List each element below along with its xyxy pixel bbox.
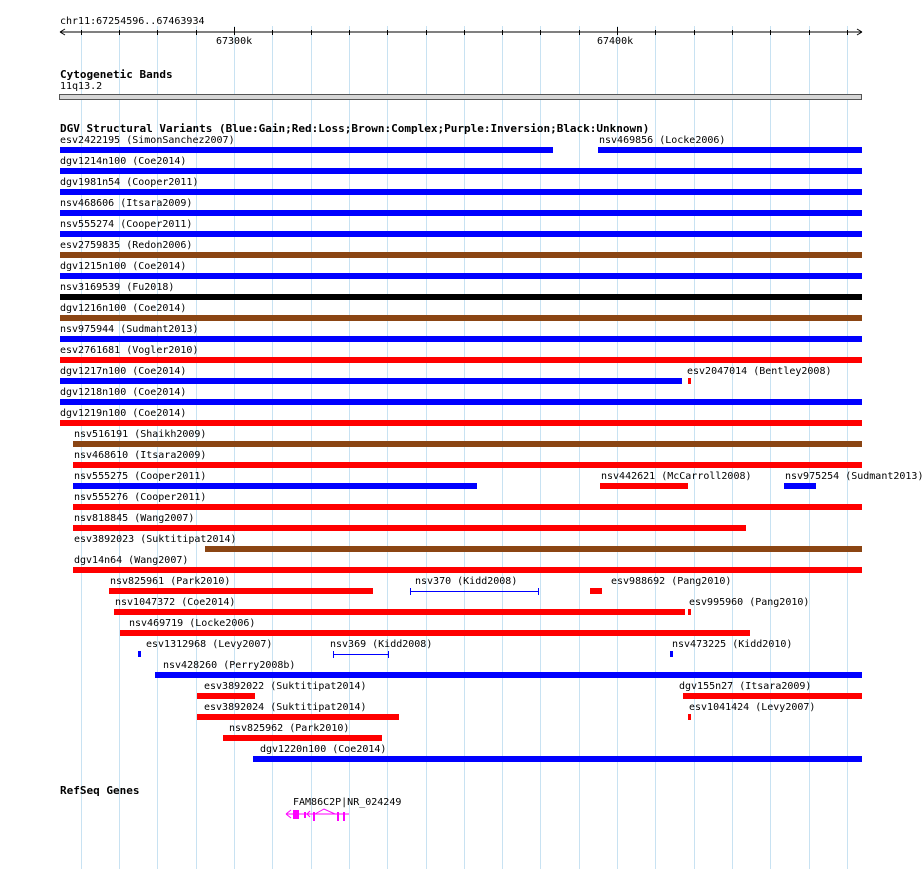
dgv-feature-bar[interactable] (60, 399, 862, 405)
dgv-feature-label: nsv3169539 (Fu2018) (60, 282, 175, 293)
dgv-feature-bar[interactable] (155, 672, 862, 678)
gene-intron-hat (315, 809, 335, 814)
dgv-feature-label: nsv975254 (Sudmant2013) (785, 471, 923, 482)
dgv-feature-label: nsv473225 (Kidd2010) (672, 639, 793, 650)
dgv-feature-bar[interactable] (60, 231, 862, 237)
dgv-feature-label: esv2759835 (Redon2006) (60, 240, 193, 251)
dgv-feature-bar[interactable] (60, 168, 862, 174)
dgv-feature-bar[interactable] (688, 378, 691, 384)
dgv-feature-label: nsv469856 (Locke2006) (599, 135, 726, 146)
dgv-feature-label: dgv155n27 (Itsara2009) (679, 681, 812, 692)
dgv-track-title: DGV Structural Variants (Blue:Gain;Red:Loss;Brown:Complex;Purple:Inversion;Black:Unknown) (60, 122, 650, 135)
dgv-feature-interval-end (410, 588, 411, 595)
dgv-feature-label: esv2422195 (SimonSanchez2007) (60, 135, 235, 146)
cytoband-label: 11q13.2 (60, 81, 103, 92)
dgv-feature-bar[interactable] (60, 378, 682, 384)
dgv-feature-label: esv988692 (Pang2010) (611, 576, 732, 587)
dgv-feature-bar[interactable] (205, 546, 862, 552)
dgv-feature-bar[interactable] (138, 651, 141, 657)
gene-exon (304, 812, 306, 818)
dgv-feature-label: nsv428260 (Perry2008b) (163, 660, 296, 671)
ruler-tick-label-67400k: 67400k (597, 36, 634, 47)
dgv-feature-label: dgv1214n100 (Coe2014) (60, 156, 187, 167)
dgv-feature-label: esv3892022 (Suktitipat2014) (204, 681, 367, 692)
gene-exon (337, 812, 339, 821)
dgv-feature-label: nsv469719 (Locke2006) (129, 618, 256, 629)
dgv-feature-label: dgv1220n100 (Coe2014) (260, 744, 387, 755)
dgv-feature-bar[interactable] (197, 714, 399, 720)
dgv-feature-label: nsv370 (Kidd2008) (415, 576, 518, 587)
dgv-feature-label: dgv1215n100 (Coe2014) (60, 261, 187, 272)
dgv-feature-bar[interactable] (60, 189, 862, 195)
dgv-feature-bar[interactable] (114, 609, 685, 615)
dgv-feature-bar[interactable] (73, 462, 862, 468)
location-label: chr11:67254596..67463934 (60, 16, 205, 27)
dgv-feature-bar[interactable] (590, 588, 602, 594)
dgv-feature-bar[interactable] (60, 210, 862, 216)
dgv-feature-label: nsv468606 (Itsara2009) (60, 198, 193, 209)
dgv-feature-label: nsv825962 (Park2010) (229, 723, 350, 734)
dgv-feature-label: nsv1047372 (Coe2014) (115, 597, 236, 608)
dgv-feature-bar[interactable] (73, 441, 862, 447)
refseq-gene-label: FAM86C2P|NR_024249 (293, 797, 402, 808)
dgv-feature-label: nsv468610 (Itsara2009) (74, 450, 207, 461)
cytoband-bar[interactable] (59, 94, 862, 100)
dgv-feature-label: dgv1981n54 (Cooper2011) (60, 177, 199, 188)
cytogenetic-bands-title: Cytogenetic Bands (60, 68, 173, 81)
gene-exon (313, 812, 315, 821)
gene-exon (343, 812, 345, 821)
dgv-feature-label: dgv1216n100 (Coe2014) (60, 303, 187, 314)
dgv-feature-bar[interactable] (688, 714, 691, 720)
refseq-genes-title: RefSeq Genes (60, 784, 140, 797)
dgv-feature-bar[interactable] (60, 294, 862, 300)
dgv-feature-label: esv1312968 (Levy2007) (146, 639, 273, 650)
dgv-feature-label: nsv975944 (Sudmant2013) (60, 324, 199, 335)
dgv-feature-interval-end (538, 588, 539, 595)
dgv-feature-bar[interactable] (600, 483, 688, 489)
dgv-feature-bar[interactable] (73, 525, 746, 531)
refseq-gene-model[interactable] (283, 806, 353, 826)
dgv-feature-bar[interactable] (60, 357, 862, 363)
dgv-feature-bar[interactable] (60, 315, 862, 321)
dgv-feature-label: dgv1219n100 (Coe2014) (60, 408, 187, 419)
dgv-feature-bar[interactable] (73, 483, 477, 489)
gene-exon (293, 810, 299, 819)
dgv-feature-interval[interactable] (333, 654, 389, 655)
dgv-feature-label: esv2761681 (Vogler2010) (60, 345, 199, 356)
dgv-feature-label: nsv442621 (McCarroll2008) (601, 471, 752, 482)
dgv-feature-label: esv3892024 (Suktitipat2014) (204, 702, 367, 713)
dgv-feature-bar[interactable] (120, 630, 750, 636)
dgv-feature-label: nsv369 (Kidd2008) (330, 639, 433, 650)
dgv-feature-interval-end (388, 651, 389, 658)
ruler-tick-label-67300k: 67300k (216, 36, 253, 47)
dgv-feature-label: dgv1217n100 (Coe2014) (60, 366, 187, 377)
dgv-feature-label: nsv825961 (Park2010) (110, 576, 231, 587)
dgv-feature-bar[interactable] (73, 504, 862, 510)
dgv-feature-bar[interactable] (60, 336, 862, 342)
dgv-feature-bar[interactable] (60, 252, 862, 258)
dgv-feature-bar[interactable] (253, 756, 862, 762)
dgv-feature-interval[interactable] (410, 591, 539, 592)
dgv-feature-label: esv1041424 (Levy2007) (689, 702, 816, 713)
dgv-feature-bar[interactable] (784, 483, 816, 489)
dgv-feature-interval-end (333, 651, 334, 658)
dgv-feature-label: nsv818845 (Wang2007) (74, 513, 195, 524)
dgv-feature-bar[interactable] (109, 588, 373, 594)
dgv-feature-bar[interactable] (223, 735, 382, 741)
dgv-feature-bar[interactable] (683, 693, 862, 699)
dgv-feature-bar[interactable] (598, 147, 862, 153)
dgv-feature-label: nsv516191 (Shaikh2009) (74, 429, 207, 440)
dgv-feature-bar[interactable] (60, 147, 553, 153)
dgv-feature-bar[interactable] (197, 693, 255, 699)
dgv-feature-bar[interactable] (60, 273, 862, 279)
dgv-feature-label: esv995960 (Pang2010) (689, 597, 810, 608)
dgv-feature-bar[interactable] (60, 420, 862, 426)
dgv-feature-label: nsv555274 (Cooper2011) (60, 219, 193, 230)
dgv-feature-bar[interactable] (73, 567, 862, 573)
dgv-feature-label: nsv555276 (Cooper2011) (74, 492, 207, 503)
dgv-feature-bar[interactable] (670, 651, 673, 657)
dgv-feature-label: dgv14n64 (Wang2007) (74, 555, 189, 566)
dgv-feature-bar[interactable] (688, 609, 691, 615)
dgv-feature-label: esv3892023 (Suktitipat2014) (74, 534, 237, 545)
dgv-feature-label: esv2047014 (Bentley2008) (687, 366, 832, 377)
ruler[interactable] (0, 0, 890, 60)
dgv-feature-label: dgv1218n100 (Coe2014) (60, 387, 187, 398)
dgv-feature-label: nsv555275 (Cooper2011) (74, 471, 207, 482)
